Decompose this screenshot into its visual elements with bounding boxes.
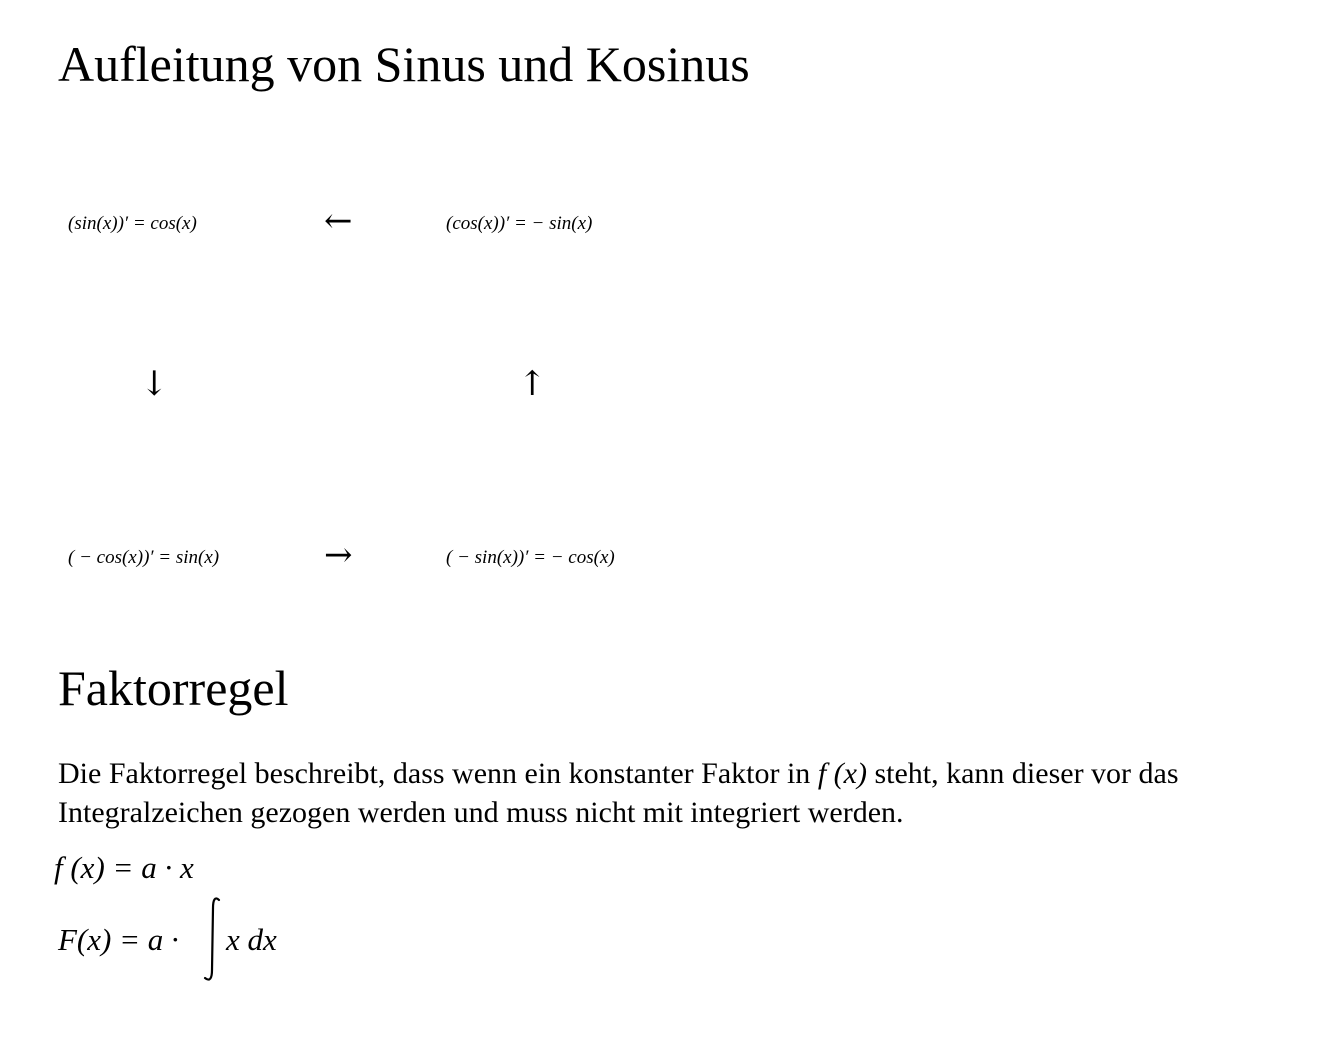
faktorregel-description [58,754,1288,832]
formula-cos-derivative: (cos(x))′ = − sin(x) [446,213,593,234]
arrow-right-icon: → [324,535,353,575]
arrow-left-icon: ← [324,201,353,241]
equation-f-of-x: f (x) = a · x [54,850,194,885]
section-title-faktorregel: Faktorregel [58,660,289,716]
description-text-start: Die Faktorregel beschreibt, dass wenn ein konstanter Faktor in [58,757,818,790]
page-title: Aufleitung von Sinus und Kosinus [58,36,750,92]
arrow-down-icon: ↓ [140,364,169,404]
inline-math-fx: f (x) [817,757,867,790]
equation-antiderivative-left: F(x) = a · [58,922,179,957]
arrow-up-icon: ↑ [518,364,547,404]
description-text-end: steht, kann dieser vor das Integralzeichen gezogen werden und muss nicht mit integriert werden. [58,757,1179,829]
formula-neg-sin-derivative: ( − sin(x))′ = − cos(x) [446,547,615,568]
formula-sin-derivative: (sin(x))′ = cos(x) [68,213,197,234]
equation-antiderivative-right: x dx [226,922,277,957]
formula-neg-cos-derivative: ( − cos(x))′ = sin(x) [68,547,220,568]
integral-icon [202,896,222,982]
